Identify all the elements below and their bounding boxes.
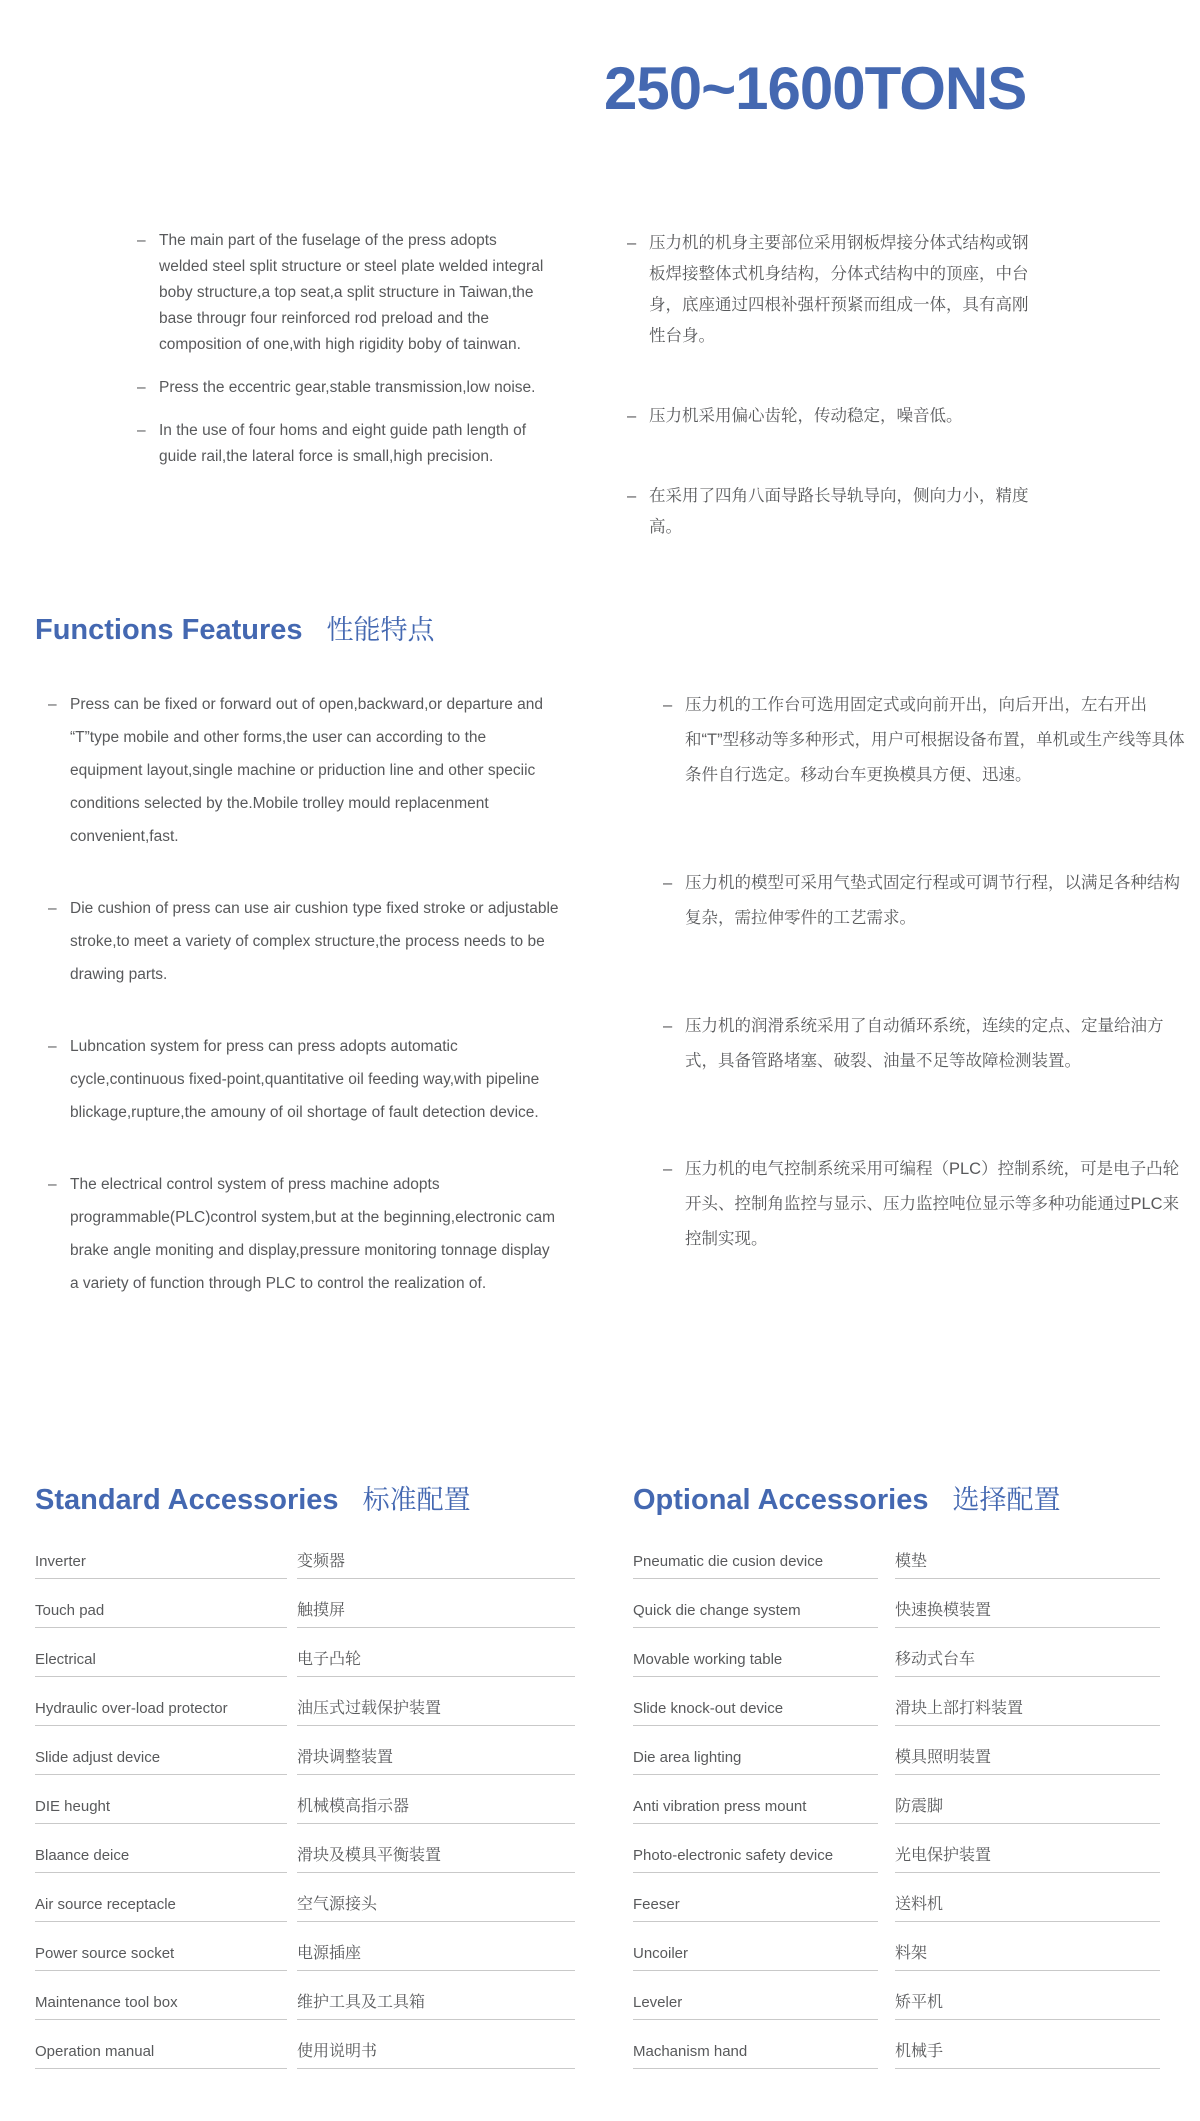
accessory-name-zh: 油压式过载保护装置 — [297, 1699, 575, 1726]
dash-marker: – — [48, 1176, 57, 1193]
intro-bullet-zh — [627, 401, 1041, 432]
accessory-name-zh: 模垫 — [895, 1552, 1160, 1579]
accessory-name-zh: 电子凸轮 — [297, 1650, 575, 1677]
table-row — [633, 1846, 1160, 1873]
dash-marker: – — [137, 232, 146, 249]
accessory-name-en: Touch pad — [35, 1601, 287, 1628]
functions-bullet-en — [48, 688, 560, 853]
table-row — [633, 1699, 1160, 1726]
functions-bullet-text: 压力机的润滑系统采用了自动循环系统，连续的定点、定量给油方式，具备管路堵塞、破裂、油量不足等故障检测装置。 — [685, 1017, 1164, 1070]
accessory-name-zh: 快速换模装置 — [895, 1601, 1160, 1628]
accessory-name-en: Machanism hand — [633, 2042, 878, 2069]
accessory-name-en: Quick die change system — [633, 1601, 878, 1628]
accessory-name-en: Operation manual — [35, 2042, 287, 2069]
table-row — [35, 1846, 575, 1873]
table-row — [35, 1797, 575, 1824]
functions-bullet-text: Press can be fixed or forward out of open,backward,or departure and “T”type mobile and other forms,the user can according to the equipment layout,single machine or priduction line and other speciic conditions selected by the.Mobile trolley mould replacenment convenient,fast. — [70, 696, 544, 845]
intro-section — [137, 228, 1041, 592]
dash-marker: – — [663, 1160, 673, 1178]
accessory-name-en: Hydraulic over-load protector — [35, 1699, 287, 1726]
dash-marker: – — [627, 407, 637, 425]
table-row — [633, 1993, 1160, 2020]
intro-bullet-en — [137, 375, 549, 401]
accessory-name-zh: 滑块及模具平衡装置 — [297, 1846, 575, 1873]
functions-english-column — [48, 688, 560, 1339]
dash-marker: – — [663, 1017, 673, 1035]
functions-bullet-en — [48, 1168, 560, 1300]
intro-bullet-text: 压力机采用偏心齿轮，传动稳定，噪音低。 — [649, 407, 963, 425]
dash-marker: – — [663, 874, 673, 892]
functions-bullet-text: Lubncation system for press can press adopts automatic cycle,continuous fixed-point,quantitative oil feeding way,with pipeline blickage,rupture,the amouny of oil shortage of fault detection device. — [70, 1038, 540, 1121]
functions-chinese-column — [663, 688, 1195, 1339]
table-row — [35, 2042, 575, 2069]
accessory-name-zh: 滑块上部打料装置 — [895, 1699, 1160, 1726]
optional-accessories-table — [633, 1552, 1160, 2091]
functions-bullet-text: 压力机的工作台可选用固定式或向前开出，向后开出，左右开出和“T”型移动等多种形式，用户可根据设备布置，单机或生产线等具体条件自行选定。移动台车更换模具方便、迅速。 — [685, 696, 1185, 784]
accessory-name-en: Pneumatic die cusion device — [633, 1552, 878, 1579]
dash-marker: – — [137, 379, 146, 396]
dash-marker: – — [663, 696, 673, 714]
functions-bullet-zh — [663, 1152, 1195, 1257]
accessory-name-en: Feeser — [633, 1895, 878, 1922]
accessory-name-zh: 维护工具及工具箱 — [297, 1993, 575, 2020]
accessory-name-zh: 电源插座 — [297, 1944, 575, 1971]
accessory-name-zh: 机械手 — [895, 2042, 1160, 2069]
table-row — [35, 1748, 575, 1775]
accessory-name-en: Leveler — [633, 1993, 878, 2020]
accessory-name-en: Power source socket — [35, 1944, 287, 1971]
accessory-name-en: Die area lighting — [633, 1748, 878, 1775]
table-row — [35, 1699, 575, 1726]
accessory-name-zh: 使用说明书 — [297, 2042, 575, 2069]
accessory-name-zh: 料架 — [895, 1944, 1160, 1971]
table-row — [633, 1601, 1160, 1628]
table-row — [633, 1797, 1160, 1824]
standard-accessories-table — [35, 1552, 575, 2091]
heading-english: Functions Features — [35, 614, 303, 646]
intro-chinese-column — [627, 228, 1041, 592]
functions-bullet-text: Die cushion of press can use air cushion type fixed stroke or adjustable stroke,to meet a variety of complex structure,the process needs to be drawing parts. — [70, 900, 559, 983]
functions-bullet-text: 压力机的模型可采用气垫式固定行程或可调节行程，以满足各种结构复杂，需拉伸零件的工艺需求。 — [685, 874, 1180, 927]
accessory-name-en: Uncoiler — [633, 1944, 878, 1971]
dash-marker: – — [137, 422, 146, 439]
functions-bullet-zh — [663, 866, 1195, 936]
intro-bullet-en — [137, 228, 549, 358]
table-row — [633, 1944, 1160, 1971]
table-row — [35, 1944, 575, 1971]
table-row — [633, 1552, 1160, 1579]
table-row — [35, 1552, 575, 1579]
functions-section — [48, 688, 1195, 1339]
accessory-name-en: Slide adjust device — [35, 1748, 287, 1775]
intro-english-column — [137, 228, 549, 592]
accessory-name-en: Inverter — [35, 1552, 287, 1579]
intro-bullet-text: Press the eccentric gear,stable transmission,low noise. — [159, 379, 536, 396]
accessory-name-en: Blaance deice — [35, 1846, 287, 1873]
intro-bullet-zh — [627, 228, 1041, 352]
optional-accessories-heading — [633, 1478, 1060, 1517]
table-row — [35, 1601, 575, 1628]
intro-bullet-text: 在采用了四角八面导路长导轨导向，侧向力小，精度高。 — [649, 487, 1029, 536]
dash-marker: – — [48, 696, 57, 713]
dash-marker: – — [627, 234, 637, 252]
intro-bullet-text: 压力机的机身主要部位采用钢板焊接分体式结构或钢板焊接整体式机身结构，分体式结构中的顶座，中台身，底座通过四根补强杆预紧而组成一体，具有高刚性台身。 — [649, 234, 1029, 345]
accessory-name-en: Electrical — [35, 1650, 287, 1677]
functions-bullet-en — [48, 1030, 560, 1129]
heading-english: Optional Accessories — [633, 1484, 929, 1516]
table-row — [633, 2042, 1160, 2069]
standard-accessories-heading — [35, 1478, 471, 1517]
accessory-name-zh: 送料机 — [895, 1895, 1160, 1922]
table-row — [35, 1650, 575, 1677]
table-row — [35, 1993, 575, 2020]
accessory-name-zh: 机械模高指示器 — [297, 1797, 575, 1824]
accessory-name-zh: 变频器 — [297, 1552, 575, 1579]
dash-marker: – — [627, 487, 637, 505]
dash-marker: – — [48, 900, 57, 917]
intro-bullet-en — [137, 418, 549, 470]
accessory-name-en: Air source receptacle — [35, 1895, 287, 1922]
table-row — [633, 1748, 1160, 1775]
accessory-name-en: Maintenance tool box — [35, 1993, 287, 2020]
intro-bullet-text: In the use of four homs and eight guide path length of guide rail,the lateral force is small,high precision. — [159, 422, 527, 465]
accessory-name-zh: 空气源接头 — [297, 1895, 575, 1922]
accessory-name-en: Anti vibration press mount — [633, 1797, 878, 1824]
functions-bullet-text: 压力机的电气控制系统采用可编程（PLC）控制系统，可是电子凸轮开头、控制角监控与显示、压力监控吨位显示等多种功能通过PLC来控制实现。 — [685, 1160, 1180, 1248]
accessory-name-zh: 模具照明装置 — [895, 1748, 1160, 1775]
accessory-name-zh: 移动式台车 — [895, 1650, 1160, 1677]
accessory-name-zh: 触摸屏 — [297, 1601, 575, 1628]
accessory-name-en: DIE heught — [35, 1797, 287, 1824]
accessory-name-en: Photo-electronic safety device — [633, 1846, 878, 1873]
accessory-name-en: Slide knock-out device — [633, 1699, 878, 1726]
accessory-name-zh: 防震脚 — [895, 1797, 1160, 1824]
heading-chinese: 标准配置 — [362, 1485, 471, 1515]
accessory-name-zh: 光电保护装置 — [895, 1846, 1160, 1873]
table-row — [633, 1895, 1160, 1922]
accessory-name-en: Movable working table — [633, 1650, 878, 1677]
accessory-name-zh: 矫平机 — [895, 1993, 1160, 2020]
functions-bullet-zh — [663, 1009, 1195, 1079]
table-row — [35, 1895, 575, 1922]
heading-english: Standard Accessories — [35, 1484, 339, 1516]
functions-bullet-en — [48, 892, 560, 991]
page-title: 250~1600TONS — [604, 55, 1027, 122]
functions-features-heading — [35, 608, 435, 647]
table-row — [633, 1650, 1160, 1677]
accessory-name-zh: 滑块调整装置 — [297, 1748, 575, 1775]
intro-bullet-text: The main part of the fuselage of the press adopts welded steel split structure or steel plate welded integral boby structure,a top seat,a split structure in Taiwan,the base througr four reinforced rod preload and the composition of one,with high rigidity boby of tainwan. — [159, 232, 544, 353]
functions-bullet-zh — [663, 688, 1195, 793]
heading-chinese: 选择配置 — [952, 1485, 1061, 1515]
intro-bullet-zh — [627, 481, 1041, 543]
dash-marker: – — [48, 1038, 57, 1055]
functions-bullet-text: The electrical control system of press machine adopts programmable(PLC)control system,but at the beginning,electronic cam brake angle moniting and display,pressure monitoring tonnage display a variety of function through PLC to control the realization of. — [70, 1176, 556, 1292]
heading-chinese: 性能特点 — [326, 615, 435, 645]
